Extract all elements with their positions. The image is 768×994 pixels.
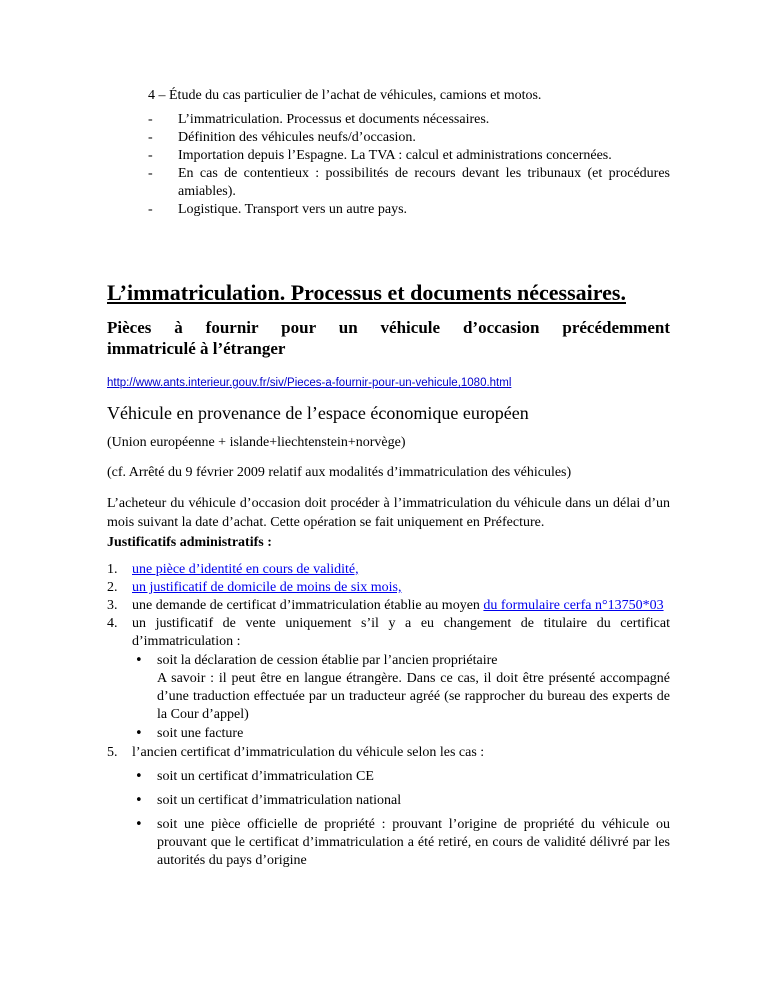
list-item <box>107 579 670 597</box>
topic-item: - Définition des véhicules neufs/d’occasion. <box>148 129 670 147</box>
list-item <box>107 615 670 743</box>
topic-item: - L’immatriculation. Processus et documents nécessaires. <box>148 111 670 129</box>
list-item <box>107 597 670 615</box>
item-number: 4. <box>107 616 118 631</box>
item-number: 2. <box>107 580 118 595</box>
item-text: un justificatif de vente uniquement s’il y a eu changement de titulaire du certificat d’immatriculation : <box>132 616 670 649</box>
list-item <box>107 561 670 579</box>
cerfa-link[interactable]: du formulaire cerfa n°13750*03 <box>483 598 664 613</box>
identity-link[interactable]: une pièce d’identité en cours de validité, <box>132 562 359 577</box>
ants-link[interactable]: http://www.ants.interieur.gouv.fr/siv/Pieces-a-fournir-pour-un-vehicule,1080.html <box>107 377 512 389</box>
sub-item: • soit une pièce officielle de propriété : prouvant l’origine de propriété du véhicule ou prouvant que le certificat d’immatriculation a été retiré, en cours de validité délivré par les autorités du pays d’origine <box>132 816 670 870</box>
documents-heading: Justificatifs administratifs : <box>107 535 272 550</box>
list-item <box>107 744 670 870</box>
item-text: l’ancien certificat d’immatriculation du véhicule selon les cas : <box>132 745 485 760</box>
topic-item: - Importation depuis l’Espagne. La TVA : calcul et administrations concernées. <box>148 147 670 165</box>
zone-note: (Union européenne + islande+liechtenstein+norvège) <box>107 435 406 450</box>
sub-item: • soit un certificat d’immatriculation national <box>132 792 670 810</box>
arrete-note: (cf. Arrêté du 9 février 2009 relatif aux modalités d’immatriculation des véhicules) <box>107 465 572 480</box>
sub-list <box>132 652 670 743</box>
item-number: 5. <box>107 745 118 760</box>
domicile-link[interactable]: un justificatif de domicile de moins de six mois, <box>132 580 402 595</box>
sub-item-text: soit la déclaration de cession établie par l’ancien propriétaire <box>157 653 498 668</box>
sub-item: • soit un certificat d’immatriculation CE <box>132 768 670 786</box>
sub-item-note: A savoir : il peut être en langue étrangère. Dans ce cas, il doit être présenté accompagné d’une traduction effectuée par un traducteur agréé (se rapprocher du bureau des experts de la Cour d’appel) <box>157 671 670 722</box>
page-title: L’immatriculation. Processus et documents nécessaires. <box>107 280 626 305</box>
topic-list <box>148 111 670 219</box>
sub-item <box>132 652 670 724</box>
sub-item: • soit une facture <box>132 725 670 743</box>
item-text: une demande de certificat d’immatriculation établie au moyen <box>132 598 480 613</box>
item-number: 3. <box>107 598 118 613</box>
sub-list <box>132 768 670 870</box>
intro-paragraph: L’acheteur du véhicule d’occasion doit procéder à l’immatriculation du véhicule dans un délai d’un mois suivant la date d’achat. Cette opération se fait uniquement en Préfecture. <box>107 496 670 530</box>
item-number: 1. <box>107 562 118 577</box>
documents-list <box>107 561 670 871</box>
topic-item: - En cas de contentieux : possibilités de recours devant les tribunaux (et procédures amiables). <box>148 165 670 201</box>
topic-item: - Logistique. Transport vers un autre pays. <box>148 201 670 219</box>
section-heading: 4 – Étude du cas particulier de l’achat de véhicules, camions et motos. <box>148 88 542 103</box>
subtitle-line-2: immatriculé à l’étranger <box>107 339 286 358</box>
subheading: Véhicule en provenance de l’espace économique européen <box>107 403 529 423</box>
subtitle-line-1: Pièces à fournir pour un véhicule d’occasion précédemment <box>107 318 670 337</box>
